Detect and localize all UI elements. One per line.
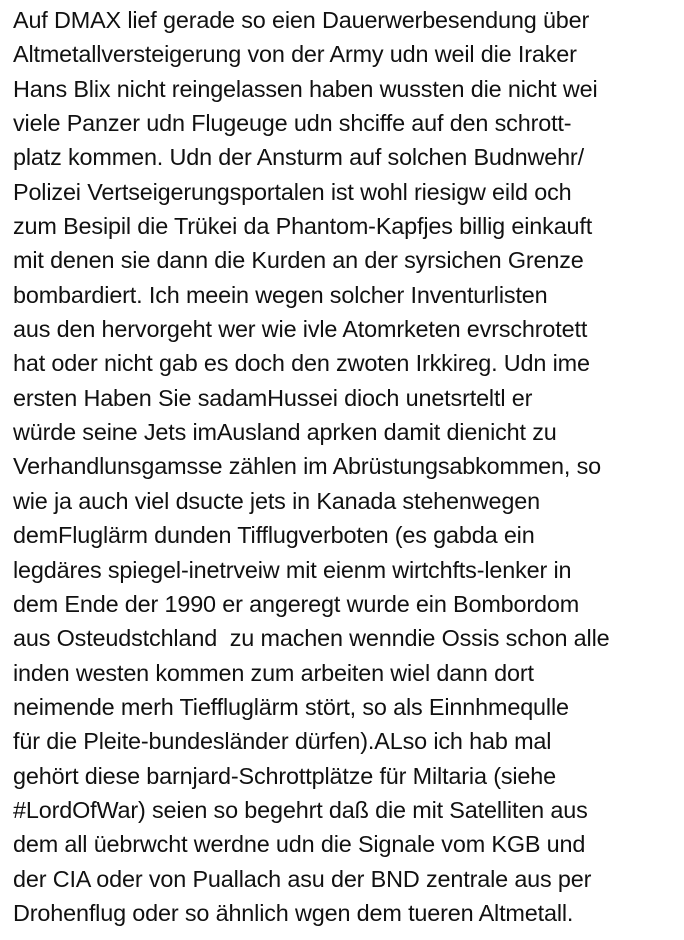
text-line-1: Auf DMAX lief gerade so eien Dauerwerbesendung über: [13, 7, 590, 33]
text-line-23: gehört diese barnjard-Schrottplätze für Miltaria (siehe: [13, 762, 556, 789]
text-line-16: demFluglärm dunden Tifflugverboten (es gabda ein: [13, 522, 535, 549]
text-line-2: Altmetallversteigerung von der Army udn weil die Iraker: [13, 41, 577, 68]
text-line-25: dem all üebrwcht werdne udn die Signale vom KGB und: [13, 831, 586, 858]
text-line-11: hat oder nicht gab es doch den zwoten Irkkireg. Udn ime: [13, 350, 590, 377]
text-line-5: platz kommen. Udn der Ansturm auf solchen Budnwehr/: [13, 144, 584, 171]
text-line-7: zum Besipil die Trükei da Phantom-Kapfjes billig einkauft: [13, 213, 593, 240]
text-line-3: Hans Blix nicht reingelassen haben wussten die nicht wei: [13, 75, 598, 102]
text-line-20: inden westen kommen zum arbeiten wiel dann dort: [13, 659, 534, 686]
text-line-6: Polizei Vertseigerungsportalen ist wohl riesigw eild och: [13, 178, 572, 205]
text-line-10: aus den hervorgeht wer wie ivle Atomrketen evrschrotett: [13, 316, 588, 343]
text-line-14: Verhandlunsgamsse zählen im Abrüstungsabkommen, so: [13, 453, 602, 480]
text-line-22: für die Pleite-bundesländer dürfen).ALso ich hab mal: [13, 728, 552, 755]
text-line-17: legdäres spiegel-inetrveiw mit eienm wirtchfts-lenker in: [13, 556, 572, 583]
document-body: [13, 3, 681, 930]
text-line-9: bombardiert. Ich meein wegen solcher Inventurlisten: [13, 281, 548, 308]
text-line-4: viele Panzer udn Flugeuge udn shciffe auf den schrott-: [13, 110, 572, 137]
text-line-13: würde seine Jets imAusland aprken damit dienicht zu: [13, 419, 557, 446]
text-line-27: Drohenflug oder so ähnlich wgen dem tueren Altmetall.: [13, 899, 574, 926]
text-line-21: neimende merh Tieffluglärm stört, so als Einnhmequlle: [13, 693, 569, 720]
text-line-8: mit denen sie dann die Kurden an der syrsichen Grenze: [13, 247, 584, 274]
text-line-19: aus Osteudstchland zu machen wenndie Ossis schon alle: [13, 625, 610, 652]
text-line-12: ersten Haben Sie sadamHussei dioch unetsrteltl er: [13, 384, 533, 411]
text-line-15: wie ja auch viel dsucte jets in Kanada stehenwegen: [13, 487, 540, 514]
text-line-26: der CIA oder von Puallach asu der BND zentrale aus per: [13, 865, 592, 892]
text-line-18: dem Ende der 1990 er angeregt wurde ein Bombordom: [13, 590, 580, 617]
text-line-24: #LordOfWar) seien so begehrt daß die mit Satelliten aus: [13, 796, 588, 823]
